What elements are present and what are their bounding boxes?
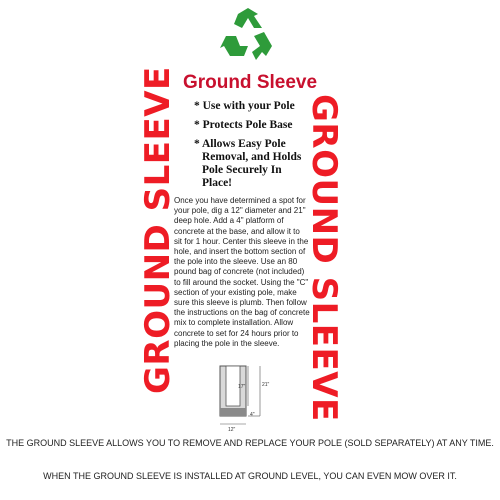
diagram-label-inner: 17": [238, 384, 246, 390]
diagram-label-width: 12": [228, 427, 236, 432]
sleeve-diagram: [216, 364, 288, 432]
side-title-right: GROUND SLEEVE: [304, 94, 344, 422]
side-title-left: GROUND SLEEVE: [138, 66, 178, 394]
diagram-label-depth: 21": [262, 382, 270, 388]
feature-item: * Use with your Pole: [194, 100, 295, 112]
diagram-label-base: 4": [250, 412, 255, 418]
recycle-icon: [216, 6, 280, 66]
feature-item: * Protects Pole Base: [194, 119, 293, 131]
instructions-text: Once you have determined a spot for your pole, dig a 12" diameter and 21" deep hole. Add a 4" platform of concrete at the base, and allow it to sit for 1 hour. Center this sleeve in the hole, and insert the bottom section of the pole into the sleeve. Use an 80 pound bag of concrete (not included) to fill around the socket. Using the "C" section of your existing pole, make sure this sleeve is plumb. Then follow the instructions on the bag of concrete mix to complete installation. Allow concrete to set for 24 hours prior to placing the pole in the sleeve.: [174, 196, 310, 348]
title: Ground Sleeve: [182, 72, 318, 93]
footer-line-2: WHEN THE GROUND SLEEVE IS INSTALLED AT GROUND LEVEL, YOU CAN EVEN MOW OVER IT.: [43, 471, 457, 481]
feature-item: * Allows Easy Pole Removal, and Holds Pole Securely In Place!: [194, 138, 302, 189]
footer-line-1: THE GROUND SLEEVE ALLOWS YOU TO REMOVE AND REPLACE YOUR POLE (SOLD SEPARATELY) AT ANY TIME.: [6, 438, 494, 448]
feature-list: [194, 100, 314, 196]
